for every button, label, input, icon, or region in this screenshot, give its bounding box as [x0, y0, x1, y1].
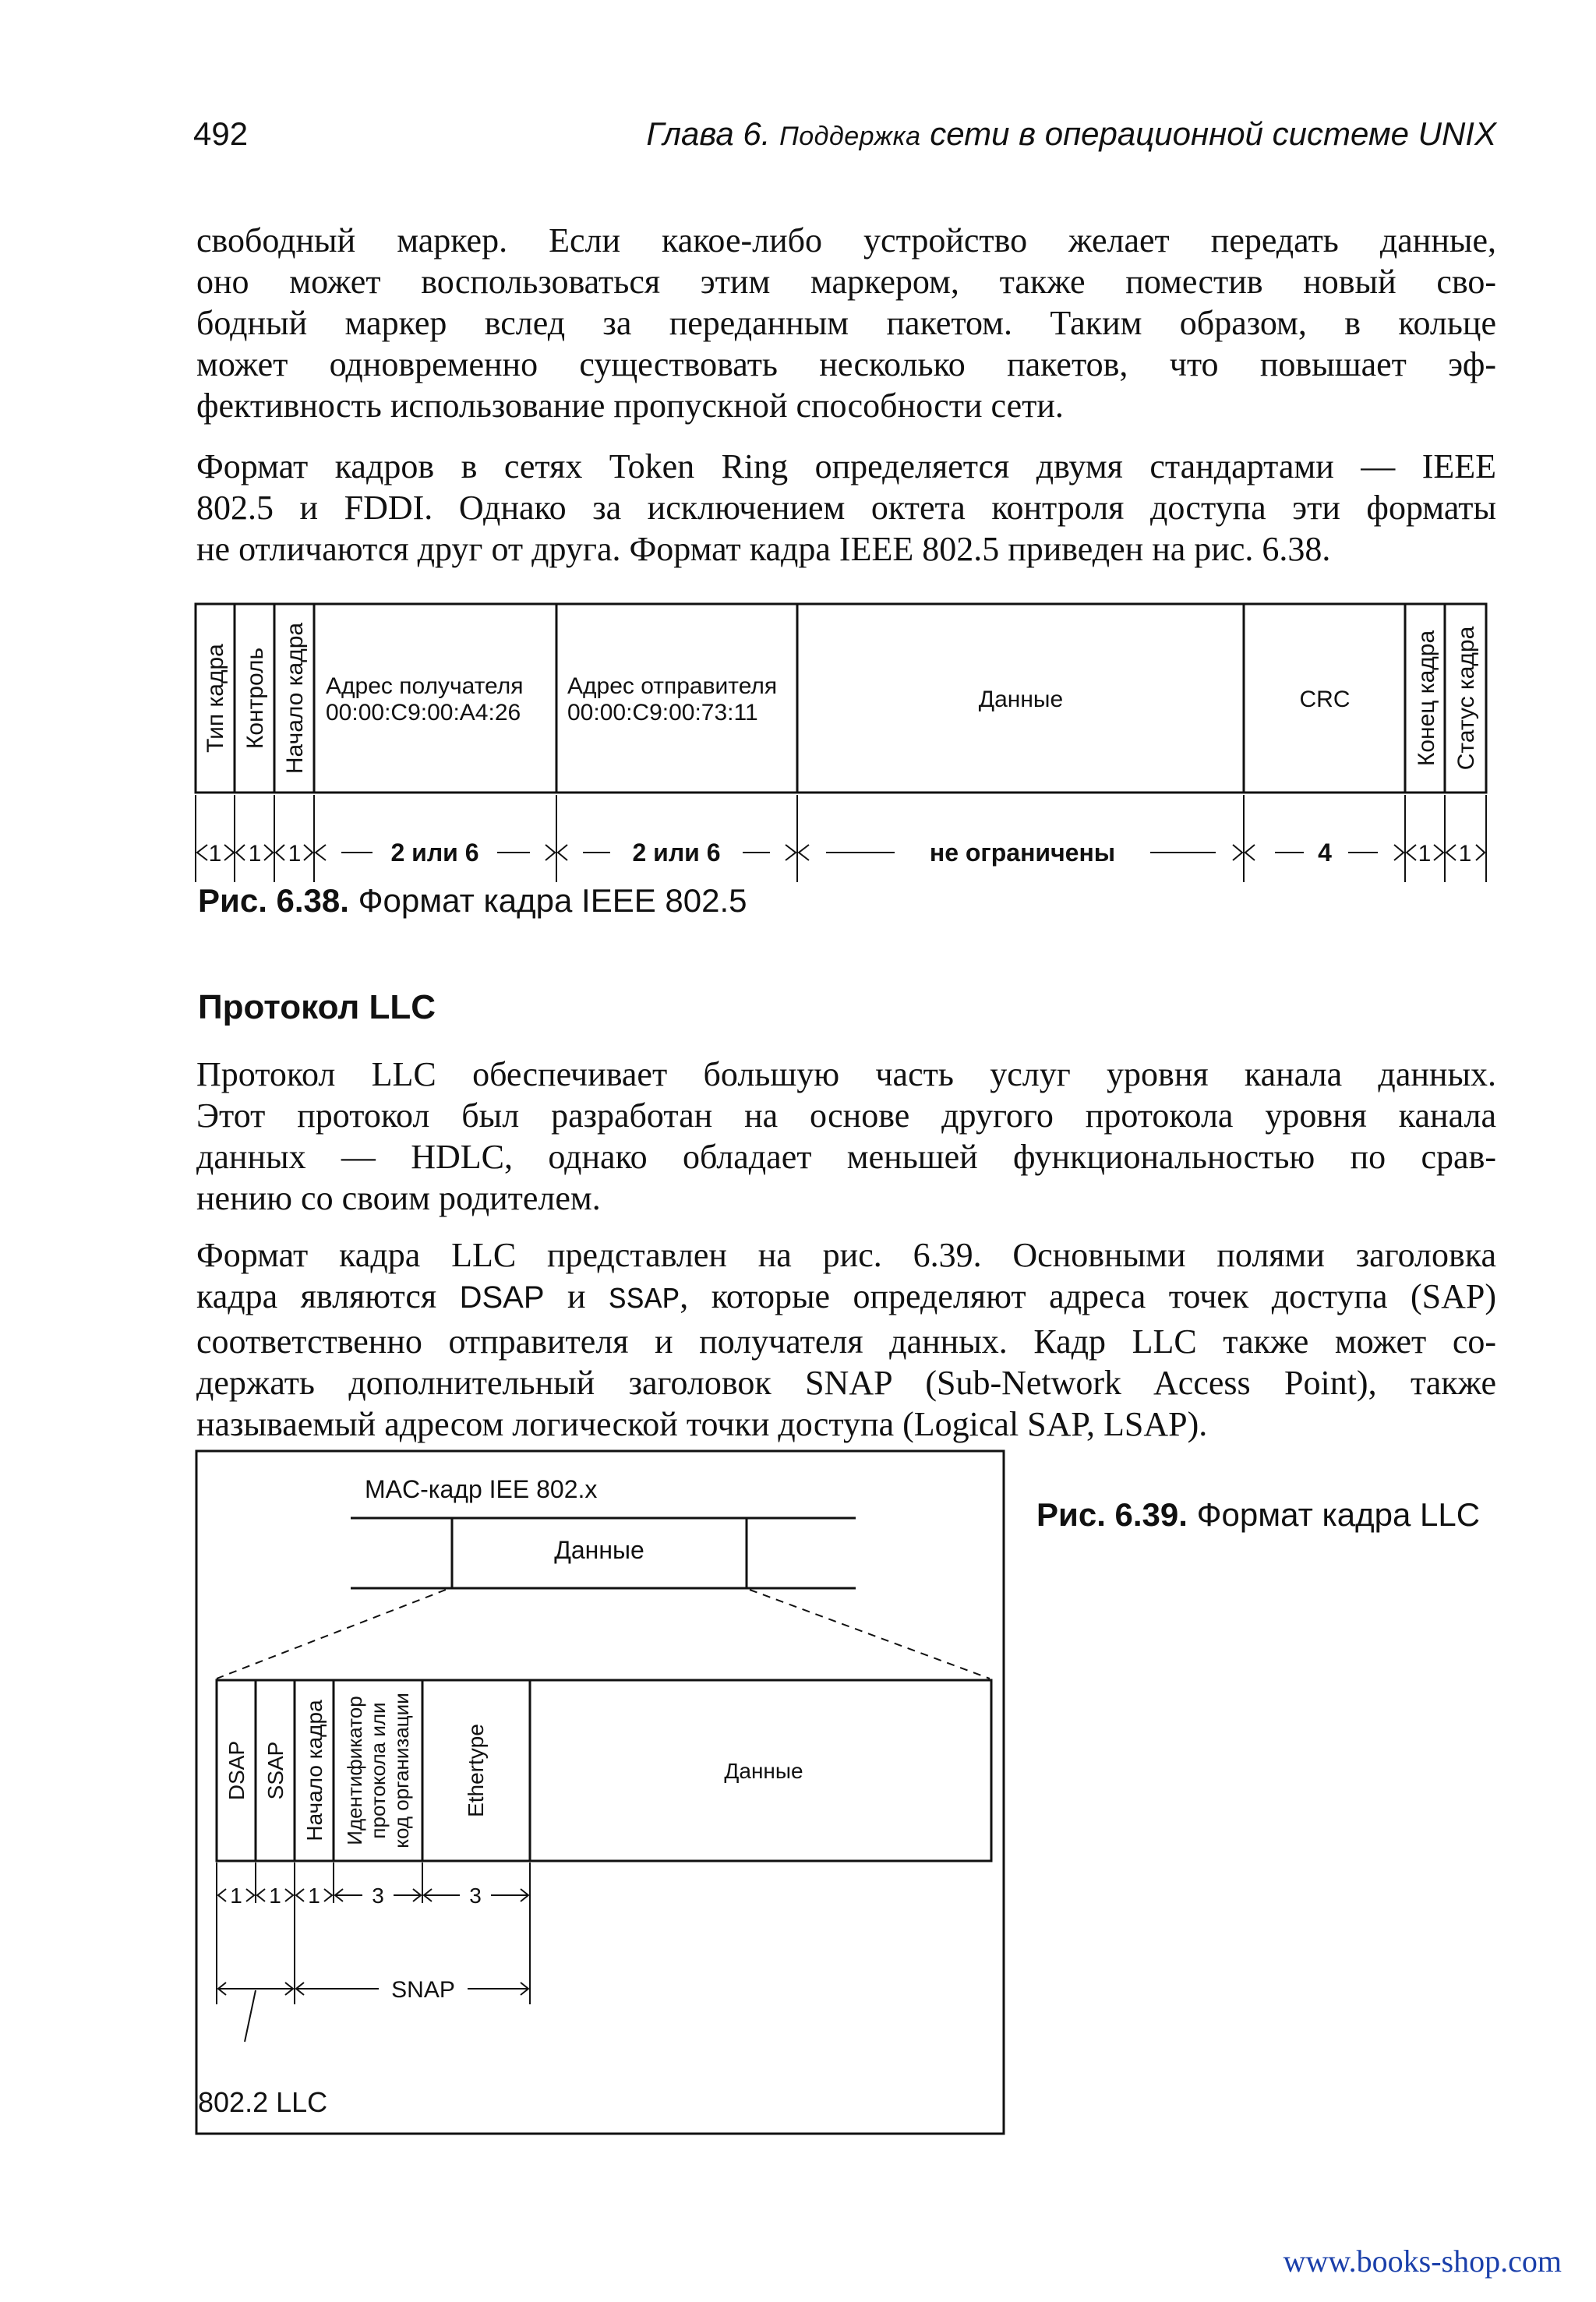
text-line: данных — HDLC, однако обладает меньшей функциональностью по срав-	[196, 1138, 1496, 1176]
size-start-of-frame: 1	[308, 1884, 320, 1908]
field-oui-line-1: Идентификатор	[343, 1696, 366, 1845]
text-line: может одновременно существовать несколько пакетов, что повышает эф-	[196, 345, 1496, 383]
field-oui-line-2: протокола или	[366, 1702, 390, 1839]
size-end-of-frame: 1	[1418, 841, 1432, 867]
text-line	[196, 1276, 1496, 1321]
text-fragment: и	[544, 1277, 609, 1315]
text-line: называемый адресом логической точки доступа (Logical SAP, LSAP).	[196, 1405, 1208, 1443]
field-frame-type: Тип кадра	[203, 644, 228, 753]
size-control: 1	[248, 841, 262, 867]
size-oui: 3	[372, 1884, 384, 1908]
field-crc: CRC	[1299, 687, 1351, 712]
term-dsap: DSAP	[459, 1280, 545, 1315]
llc-label: 802.2 LLC	[198, 2086, 328, 2118]
field-end-of-frame: Конец кадра	[1414, 630, 1439, 767]
running-head-small: Поддержка	[779, 122, 921, 151]
text-line: 802.5 и FDDI. Однако за исключением октета контроля доступа эти форматы	[196, 489, 1496, 527]
field-start-of-frame: Начало кадра	[302, 1700, 327, 1841]
running-head-prefix: Глава 6.	[646, 115, 780, 152]
size-ruler	[196, 795, 1486, 882]
text-line: Протокол LLC обеспечивает большую часть услуг уровня канала данных.	[196, 1055, 1496, 1093]
size-frame-status: 1	[1458, 841, 1472, 867]
text-line: свободный маркер. Если какое-либо устройство желает передать данные,	[196, 221, 1496, 260]
size-source: 2 или 6	[632, 839, 721, 867]
mac-frame-label: MAC-кадр IEE 802.x	[365, 1475, 598, 1503]
caption-text: Формат кадра LLC	[1187, 1496, 1481, 1533]
size-ssap: 1	[269, 1884, 281, 1908]
size-ethertype: 3	[469, 1884, 482, 1908]
section-heading: Протокол LLC	[198, 988, 436, 1026]
size-frame-type: 1	[208, 841, 222, 867]
text-line: Формат кадров в сетях Token Ring определяется двумя стандартами — IEEE	[196, 447, 1496, 485]
caption-number: Рис. 6.39.	[1036, 1496, 1188, 1533]
text-fragment: кадра являются	[196, 1277, 460, 1315]
figure-6-39-llc-frame	[195, 1449, 1005, 2135]
field-source-label: Адрес отправителя	[567, 673, 778, 699]
field-dsap: DSAP	[224, 1740, 249, 1801]
caption-number: Рис. 6.38.	[198, 882, 349, 919]
text-line: держать дополнительный заголовок SNAP (Sub-Network Access Point), также	[196, 1364, 1496, 1402]
running-head	[646, 115, 1496, 153]
paragraph-1	[196, 220, 1496, 426]
paragraph-2	[196, 446, 1496, 570]
size-data: не ограничены	[929, 839, 1116, 867]
footer-url-link[interactable]: www.books-shop.com	[1283, 2244, 1562, 2279]
term-ssap: SSAP	[609, 1283, 680, 1317]
expansion-guides	[217, 1590, 990, 1679]
field-oui-line-3: код организации	[390, 1693, 413, 1848]
field-control: Контроль	[242, 647, 268, 750]
field-destination-label: Адрес получателя	[326, 673, 524, 699]
caption-text: Формат кадра IEEE 802.5	[348, 882, 747, 919]
text-line: соответственно отправителя и получателя данных. Кадр LLC также может со-	[196, 1322, 1496, 1361]
field-ethertype: Ethertype	[464, 1724, 488, 1817]
field-destination-value: 00:00:C9:00:A4:26	[326, 700, 521, 726]
snap-label: SNAP	[391, 1977, 455, 2003]
size-dsap: 1	[230, 1884, 242, 1908]
text-line: бодный маркер вслед за переданным пакетом. Таким образом, в кольце	[196, 304, 1496, 342]
field-source-value: 00:00:C9:00:73:11	[567, 700, 758, 726]
page-number: 492	[193, 115, 249, 152]
figure-6-38-ieee-802-5-frame	[193, 602, 1490, 882]
figure-6-38-caption	[198, 882, 747, 920]
text-line: Формат кадра LLC представлен на рис. 6.39. Основными полями заголовка	[196, 1236, 1496, 1274]
text-line: фективность использование пропускной способности сети.	[196, 387, 1064, 425]
figure-6-39-caption	[1036, 1496, 1480, 1534]
size-start-of-frame: 1	[288, 841, 302, 867]
field-data: Данные	[978, 687, 1064, 712]
text-fragment: , которые определяют адреса точек доступа (SAP)	[680, 1277, 1497, 1315]
field-ssap: SSAP	[263, 1741, 288, 1800]
paragraph-4	[196, 1234, 1496, 1445]
running-head-suffix: сети в операционной системе UNIX	[920, 115, 1496, 152]
field-start-of-frame: Начало кадра	[282, 622, 308, 775]
mac-frame-data: Данные	[554, 1536, 644, 1564]
size-destination: 2 или 6	[390, 839, 479, 867]
text-line: не отличаются друг от друга. Формат кадра IEEE 802.5 приведен на рис. 6.38.	[196, 530, 1331, 568]
size-crc: 4	[1318, 839, 1332, 867]
field-data: Данные	[724, 1759, 803, 1783]
text-line: Этот протокол был разработан на основе другого протокола уровня канала	[196, 1096, 1496, 1135]
field-frame-status: Статус кадра	[1453, 626, 1479, 771]
text-line: оно может воспользоваться этим маркером, также поместив новый сво-	[196, 263, 1496, 301]
paragraph-3	[196, 1054, 1496, 1219]
text-line: нению со своим родителем.	[196, 1179, 601, 1217]
